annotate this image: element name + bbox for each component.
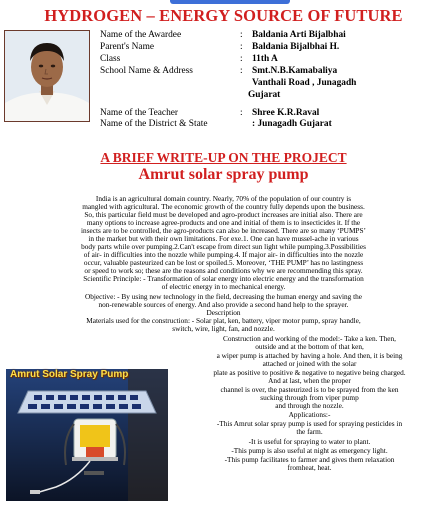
teacher-label: Name of the Teacher (100, 108, 179, 118)
teacher-colon: : (240, 108, 243, 118)
school-value: Smt.N.B.Kamabaliya (252, 66, 338, 76)
body-line: many options to increase agree-products and one and initial of them is to insecticides it. If the (86, 218, 361, 227)
body-line: Scientific Principle: - Transformation of solar energy into electric energy and the transformation (83, 274, 364, 283)
spray-pump-illustration (6, 369, 168, 501)
school-address-line3: Gujarat (248, 90, 281, 100)
school-address-line2: Vanthali Road , Junagadh (252, 78, 357, 88)
right-column-line: and through the nozzle. (275, 401, 344, 410)
body-line: non-renewable sources of energy. And also provide a second hand help to the sprayer. (98, 300, 349, 309)
body-line: in the market but with their own limitations. For exe.1. One can have mussel-ache in various (88, 234, 359, 243)
right-column-line: a wiper pump is attached by having a hole. And then, it is being (216, 351, 403, 360)
district-label: Name of the District & State (100, 119, 208, 129)
right-column-line: -This Amrut solar spray pump is used for spraying pesticides in (216, 419, 403, 428)
right-column-line: sucking through from viper pump (260, 393, 359, 402)
top-accent-bar (170, 0, 290, 4)
right-column-line: outside and at the bottom of that ken, (255, 342, 364, 351)
district-value: : Junagadh Gujarat (252, 119, 332, 129)
school-colon: : (240, 66, 243, 76)
body-line: body parts while over pumping.2.Can't escape from direct sun light while pumping.3.Possibilities (81, 242, 366, 251)
body-line: Objective: - By using new technology in the field, decreasing the human energy and saving the (84, 292, 363, 301)
spray-pump-figure (6, 369, 168, 501)
parent-name-colon: : (240, 42, 243, 52)
body-line: occur, valuable pasteurized can be lost or spoiled.5. Moreover, ‘THE PUMP’ has no lastingness (83, 258, 364, 267)
school-label: School Name & Address (100, 66, 193, 76)
body-line: switch, wire, light, fan, and nozzle. (172, 324, 275, 333)
right-column-line: Applications:- (288, 410, 331, 419)
class-colon: : (240, 54, 243, 64)
body-line: India is an agricultural domain country. Nearly, 70% of the population of our country is (95, 194, 352, 203)
body-line: mangled with agricultural. The economic growth of the country fully depends upon the business. (82, 202, 365, 211)
body-line: insects are to be controlled, the agro-products can also be increased. There are so many ‘PUMPS’ (81, 226, 366, 235)
right-column-line: channel is over, the pasteurized is to be sprayed from the ken (220, 385, 399, 394)
right-column-line: fromheat, heat. (287, 463, 332, 472)
right-column-line: -This pump is also useful at night as emergency light. (231, 446, 388, 455)
parent-name-label: Parent's Name (100, 42, 155, 52)
body-line: So, this particular field must be developed and agro-product increases are initial also. There are (84, 210, 363, 219)
awardee-name-colon: : (240, 30, 243, 40)
right-column-line: Construction and working of the model:- Take a ken. Then, (223, 334, 396, 343)
right-column-line: attached or joined with the solar (262, 359, 357, 368)
parent-name-value: Baldania Bijalbhai H. (252, 42, 340, 52)
right-column-line: -This pump facilitates to farmer and gives them relaxation (224, 455, 395, 464)
student-portrait-image (5, 31, 89, 121)
right-column-line: the farm. (296, 427, 323, 436)
body-line: Materials used for the construction: - Solar plat, ken, battery, viper motor pump, spray handle, (86, 316, 361, 325)
class-label: Class (100, 54, 121, 64)
writeup-heading: A BRIEF WRITE-UP ON THE PROJECT (100, 150, 347, 165)
student-photo (4, 30, 90, 122)
body-line: of electric energy in to mechanical energy. (161, 282, 286, 291)
right-column-line: plate as positive to positive & negative to negative being charged. (213, 368, 406, 377)
body-line: Description (206, 308, 241, 317)
project-title: Amrut solar spray pump (138, 166, 309, 183)
teacher-value: Shree K.R.Raval (252, 108, 320, 118)
right-column-line: -It is useful for spraying to water to plant. (248, 437, 371, 446)
body-line: or speed to work so; these are the reasons and conditions why we are recommending this spray. (84, 266, 363, 275)
figure-caption: Amrut Solar Spray Pump (10, 369, 129, 380)
body-line: of air- in difficulties into the nozzle while pumping.4. If major air- in difficulties into the nozzle (83, 250, 364, 259)
awardee-name-label: Name of the Awardee (100, 30, 182, 40)
right-column-line: And at last, when the proper (268, 376, 351, 385)
awardee-name-value: Baldania Arti Bijalbhai (252, 30, 346, 40)
page-title: HYDROGEN – ENERGY SOURCE OF FUTURE (44, 6, 403, 25)
class-value: 11th A (252, 54, 278, 64)
